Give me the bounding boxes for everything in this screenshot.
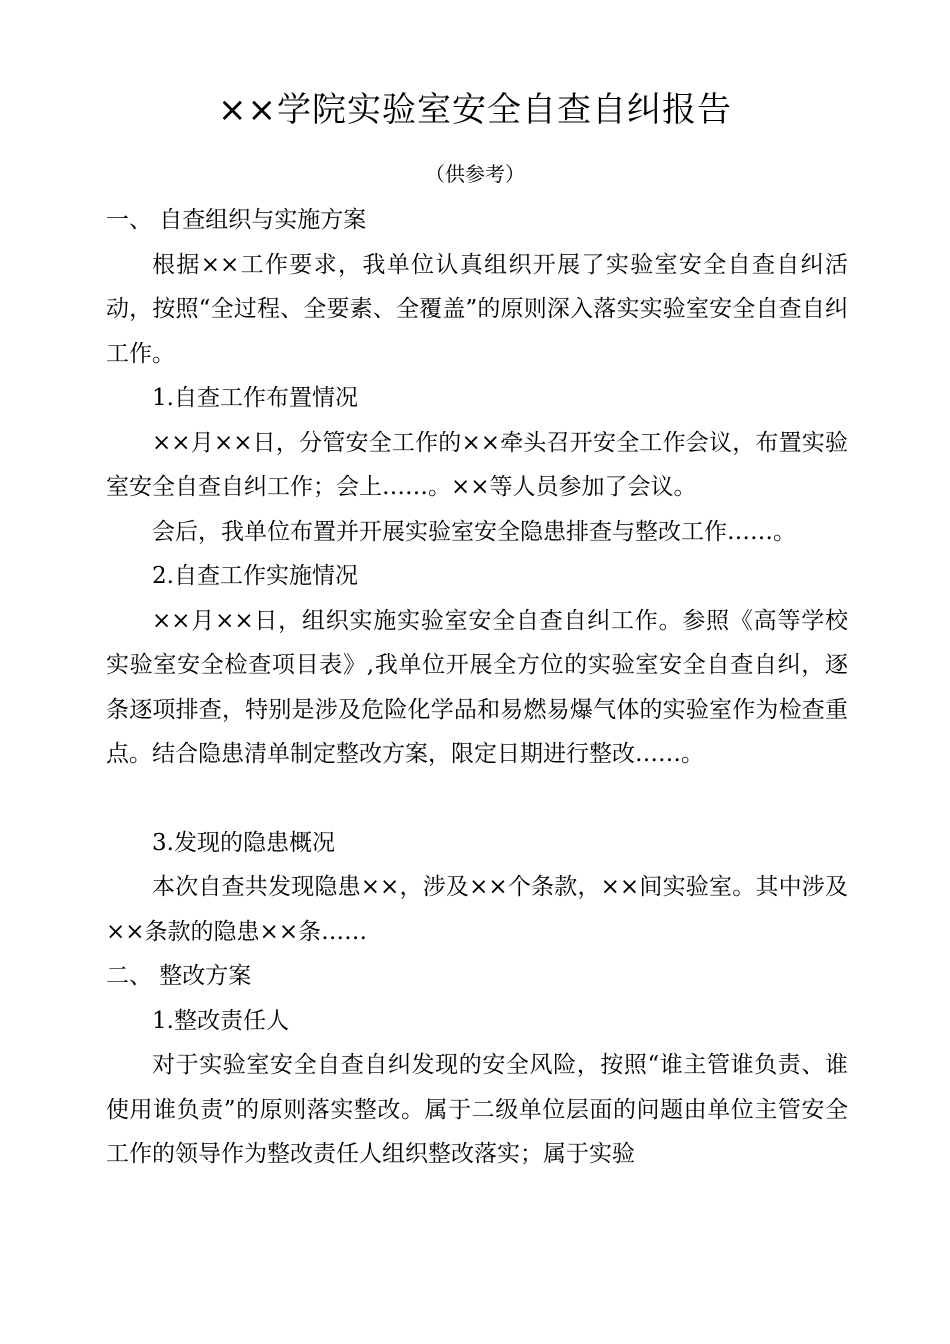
- blank-line: [106, 777, 848, 821]
- subheading-2-1: 1.整改责任人: [152, 1007, 289, 1034]
- paragraph: 对于实验室安全自查自纠发现的安全风险，按照“谁主管谁负责、谁使用谁负责”的原则落实整改。属于二级单位层面的问题由单位主管安全工作的领导作为整改责任人组织整改落实；属于实验: [106, 1052, 848, 1167]
- subheading-1-3: 3.发现的隐患概况: [152, 829, 335, 856]
- paragraph: 根据××工作要求，我单位认真组织开展了实验室安全自查自纠活动，按照“全过程、全要素、全覆盖”的原则深入落实实验室安全自查自纠工作。: [106, 251, 848, 367]
- section-heading-2: 二、 整改方案: [106, 963, 252, 989]
- document-subtitle: （供参考）: [425, 162, 525, 186]
- paragraph: 本次自查共发现隐患××，涉及××个条款，××间实验室。其中涉及××条款的隐患××条……: [106, 874, 848, 945]
- document-body: [106, 198, 848, 1177]
- subheading-1-2: 2.自查工作实施情况: [152, 563, 358, 589]
- subheading-1-1: 1.自查工作布置情况: [152, 385, 358, 411]
- paragraph: ××月××日，分管安全工作的××牵头召开安全工作会议，布置实验室安全自查自纠工作；会上……。××等人员参加了会议。: [106, 429, 848, 500]
- section-heading-1: 一、 自查组织与实施方案: [106, 207, 367, 233]
- document-title: ××学院实验室安全自查自纠报告: [218, 90, 732, 130]
- paragraph: 会后，我单位布置并开展实验室安全隐患排查与整改工作……。: [152, 518, 796, 545]
- paragraph: ××月××日，组织实施实验室安全自查自纠工作。参照《高等学校实验室安全检查项目表》,我单位开展全方位的实验室安全自查自纠，逐条逐项排查，特别是涉及危险化学品和易燃易爆气体的实验室作为检查重点。结合隐患清单制定整改方案，限定日期进行整改……。: [106, 607, 848, 767]
